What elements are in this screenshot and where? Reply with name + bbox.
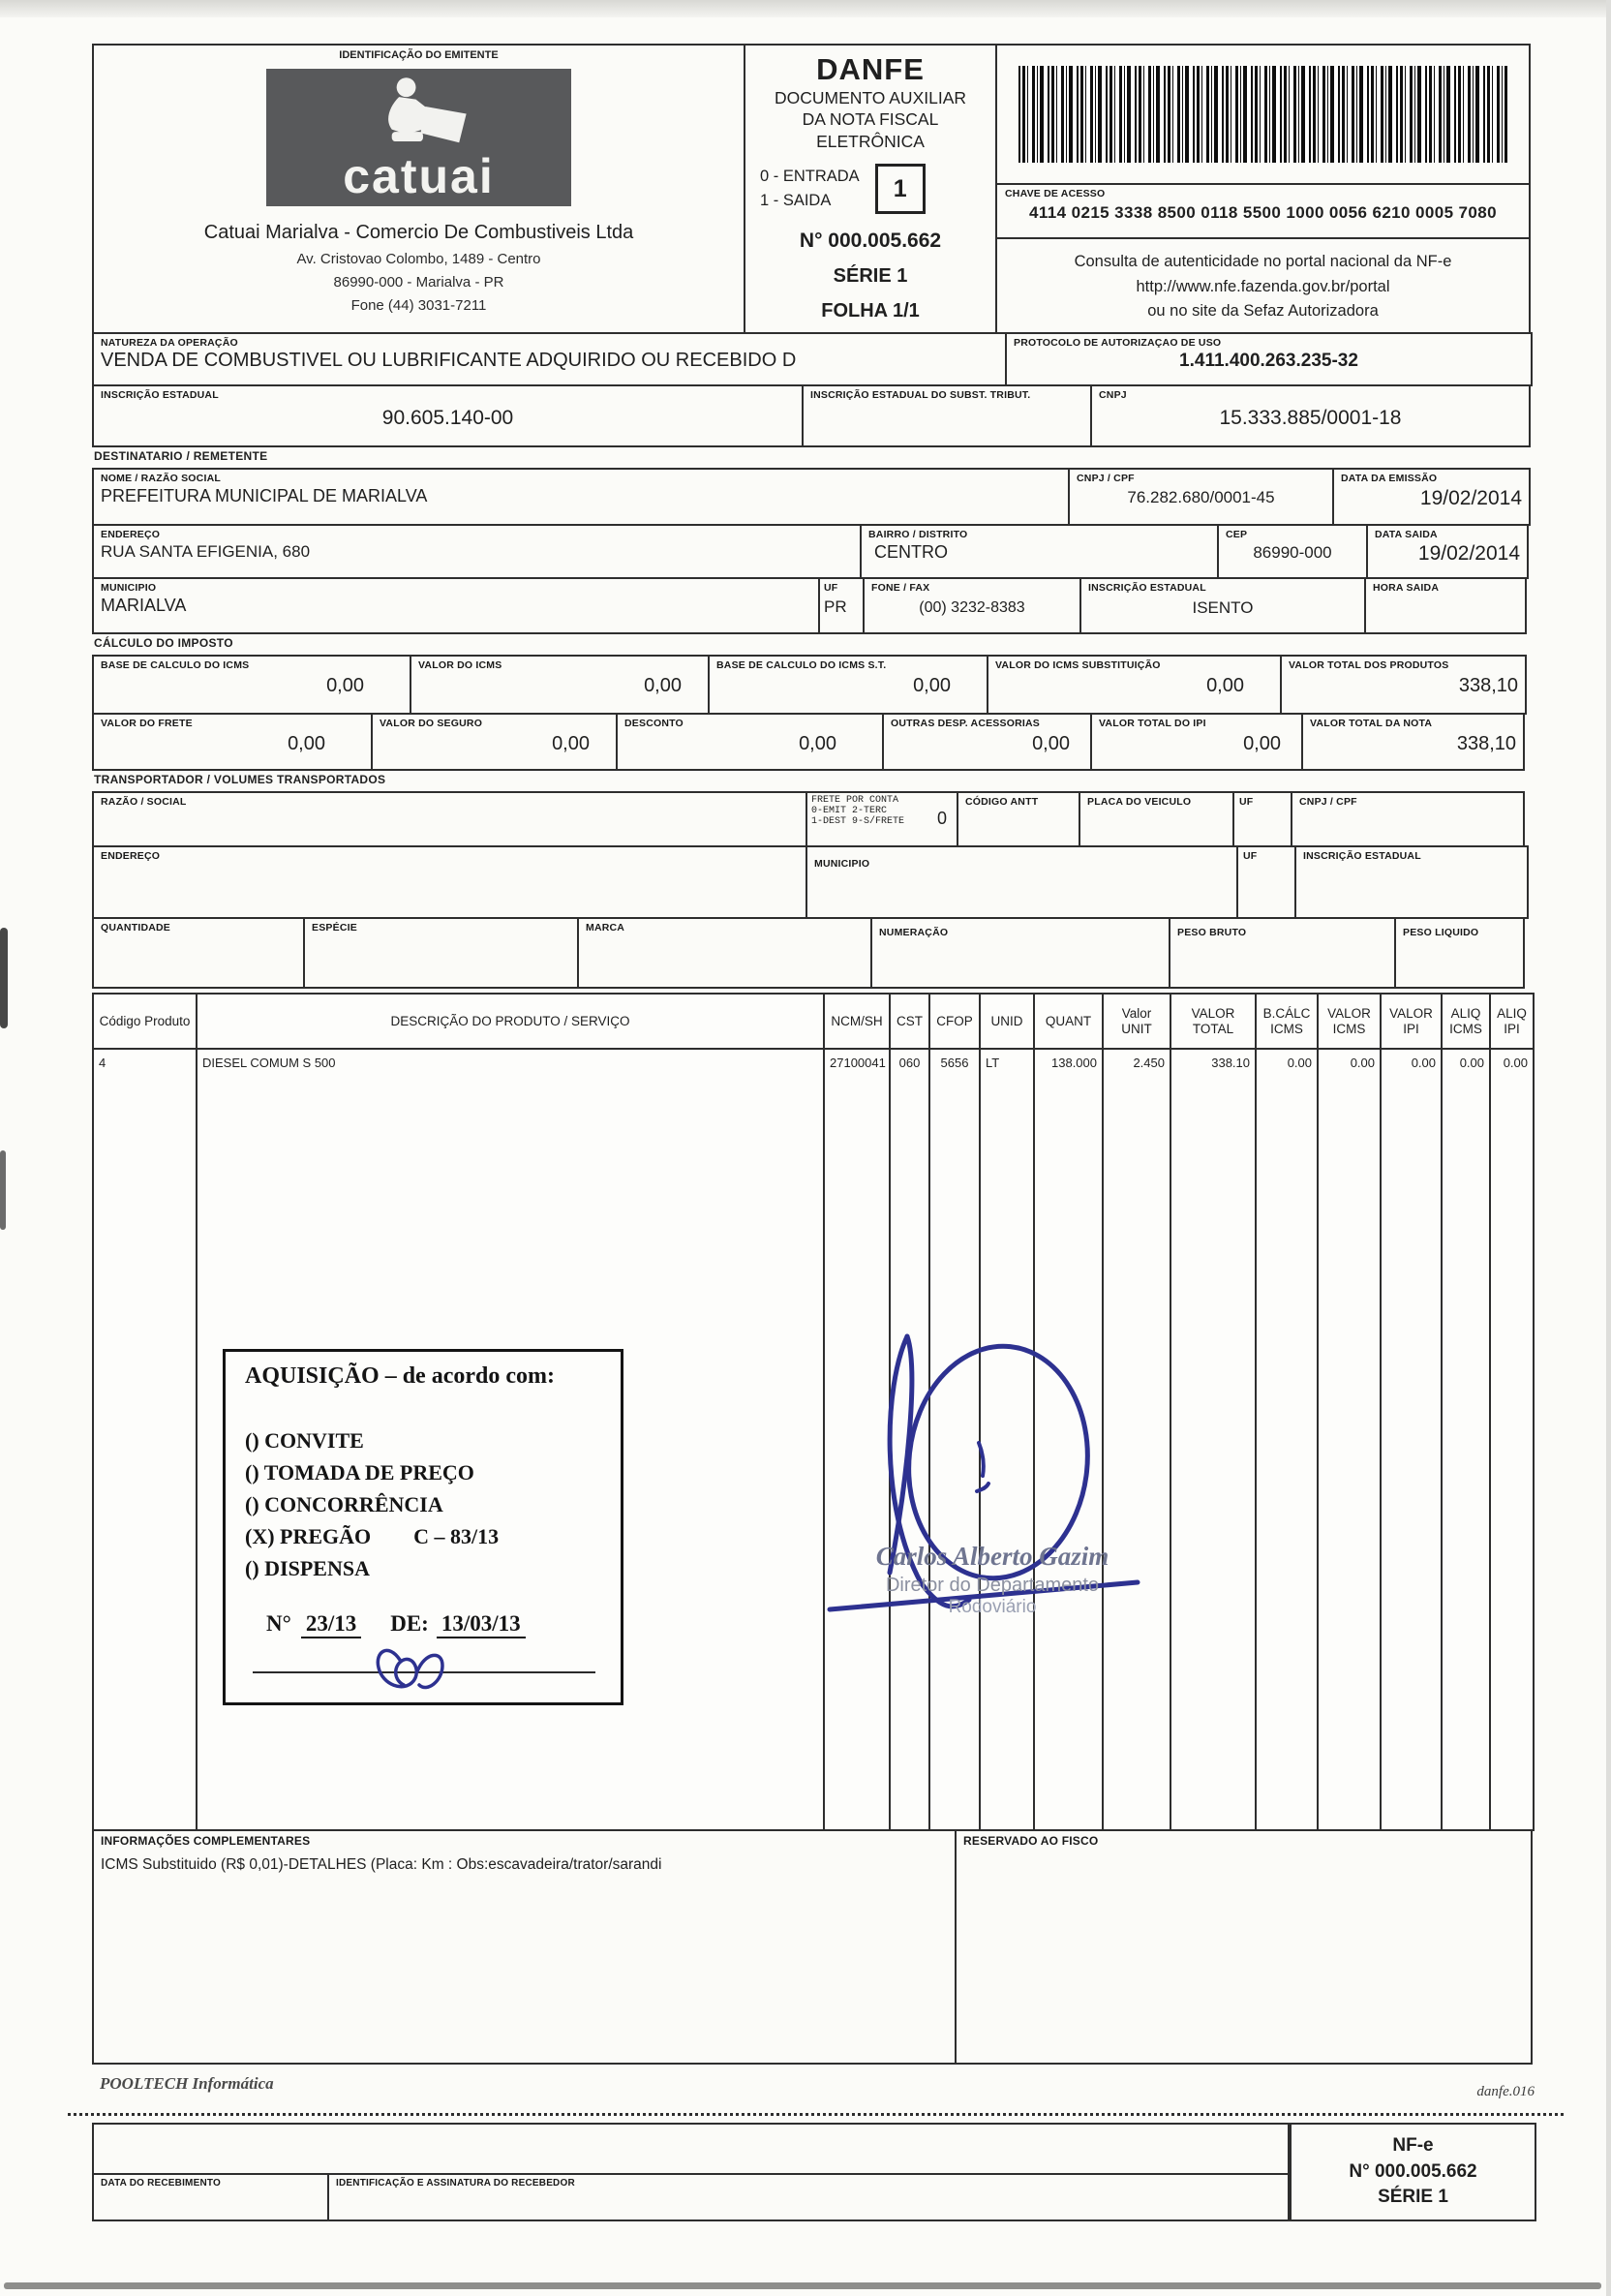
imposto-section-label: CÁLCULO DO IMPOSTO: [94, 636, 233, 650]
stamp-opt-dispensa: () DISPENSA: [245, 1556, 370, 1580]
danfe-form: [92, 39, 1535, 2276]
dest-uf-cell: [818, 577, 865, 634]
base-icms-label: BASE DE CALCULO DO ICMS: [101, 659, 250, 671]
transp-uf-cell-2: [1236, 845, 1296, 919]
cnpj-label: CNPJ: [1099, 389, 1127, 401]
data-emissao-valor: 19/02/2014: [1419, 487, 1522, 509]
base-icms-st-cell: [708, 655, 988, 715]
col-header-valor-icms: VALOR ICMS: [1319, 995, 1380, 1048]
imposto-row-2: [92, 713, 1525, 771]
dest-bairro-valor: CENTRO: [874, 542, 948, 562]
col-header-ncm: NCM/SH: [825, 995, 889, 1048]
natureza-operacao-cell: [92, 332, 1007, 386]
frete-valor: 0: [936, 809, 947, 828]
dest-uf-valor: PR: [824, 597, 847, 616]
acesso-box: [995, 44, 1531, 334]
logo-worker-icon: [346, 77, 491, 146]
produto-descricao: DIESEL COMUM S 500: [198, 1050, 823, 1829]
produto-cfop: 5656: [930, 1050, 979, 1829]
produto-cst: 060: [891, 1050, 928, 1829]
valor-seguro-label: VALOR DO SEGURO: [380, 718, 483, 729]
assinatura-nome: Carlos Alberto Gazim: [875, 1542, 1109, 1571]
scan-artifact: [4, 2282, 1601, 2289]
canhoto-nfe-numero: N° 000.005.662: [1349, 2160, 1477, 2182]
transportador-row-1: [92, 791, 1525, 847]
stamp-title: AQUISIÇÃO – de acordo com:: [245, 1363, 555, 1389]
dest-nome-cell: [92, 468, 1070, 526]
numeracao-label: NUMERAÇÃO: [879, 927, 949, 938]
dest-fone-valor: (00) 3232-8383: [919, 599, 1025, 616]
quantidade-cell: [92, 917, 305, 989]
produto-codigo: 4: [94, 1050, 196, 1829]
produto-aliq-ipi: 0.00: [1491, 1050, 1533, 1829]
col-header-valor-unit: Valor UNIT: [1104, 995, 1170, 1048]
destinatario-row-1: [92, 468, 1531, 526]
dest-municipio-label: MUNICIPIO: [101, 582, 157, 594]
dest-endereco-label: ENDEREÇO: [101, 529, 161, 540]
produto-valor-ipi: 0.00: [1382, 1050, 1441, 1829]
cut-line: [68, 2113, 1564, 2116]
ie-valor: 90.605.140-00: [381, 407, 514, 429]
valor-total-produtos-cell: [1280, 655, 1527, 715]
transp-municipio-label: MUNICIPIO: [814, 858, 870, 870]
emitente-fone: Fone (44) 3031-7211: [350, 297, 487, 314]
valor-frete-label: VALOR DO FRETE: [101, 718, 193, 729]
produto-valor-total: 338.10: [1171, 1050, 1255, 1829]
data-recebimento-label: DATA DO RECEBIMENTO: [101, 2178, 221, 2189]
reservado-fisco-label: RESERVADO AO FISCO: [963, 1834, 1099, 1848]
valor-total-produtos-valor: 338,10: [1458, 675, 1518, 696]
valor-total-ipi-label: VALOR TOTAL DO IPI: [1099, 718, 1206, 729]
consulta-line: http://www.nfe.fazenda.gov.br/portal: [1136, 277, 1390, 295]
dest-cep-cell: [1217, 524, 1368, 579]
canhoto-recibo-cell: [92, 2123, 1290, 2175]
valor-icms-label: VALOR DO ICMS: [418, 659, 502, 671]
dest-nome-valor: PREFEITURA MUNICIPAL DE MARIALVA: [101, 486, 428, 505]
valor-total-nota-label: VALOR TOTAL DA NOTA: [1310, 718, 1433, 729]
natureza-row: [92, 332, 1533, 386]
hora-saida-label: HORA SAIDA: [1373, 582, 1440, 594]
valor-seguro-valor: 0,00: [552, 733, 590, 754]
produto-bcalc-icms: 0.00: [1257, 1050, 1317, 1829]
dest-ie-valor: ISENTO: [1192, 598, 1254, 617]
destinatario-row-3: [92, 577, 1527, 634]
data-saida-valor: 19/02/2014: [1417, 542, 1520, 565]
outras-despesas-valor: 0,00: [1032, 733, 1070, 754]
base-icms-valor: 0,00: [326, 675, 364, 696]
entrada-saida-block: [760, 164, 987, 214]
dest-cnpj-label: CNPJ / CPF: [1077, 473, 1135, 484]
stamp-de-label: DE:: [390, 1611, 429, 1636]
stamp-num-label: N°: [266, 1611, 291, 1636]
valor-frete-cell: [92, 713, 373, 771]
base-icms-cell: [92, 655, 411, 715]
produto-unid: LT: [981, 1050, 1033, 1829]
transp-endereco-cell: [92, 845, 807, 919]
col-header-valor-ipi: VALOR IPI: [1382, 995, 1441, 1048]
header-block: [92, 44, 1531, 334]
inscricao-estadual-cell: [92, 384, 804, 447]
valor-total-ipi-cell: [1090, 713, 1303, 771]
base-icms-st-label: BASE DE CALCULO DO ICMS S.T.: [716, 659, 887, 671]
danfe-title: DANFE: [816, 52, 925, 86]
software-credit: POOLTECH Informática: [100, 2074, 274, 2093]
inscricao-subst-cell: [802, 384, 1092, 447]
dest-nome-label: NOME / RAZÃO SOCIAL: [101, 473, 221, 484]
valor-icms-cell: [410, 655, 710, 715]
produto-valor-unit: 2.450: [1104, 1050, 1170, 1829]
frete-label: FRETE POR CONTA: [811, 795, 899, 806]
peso-liquido-cell: [1394, 917, 1525, 989]
assinatura-cargo: Diretor do Departamento: [885, 1575, 1100, 1596]
catuai-logo: [266, 69, 571, 206]
produto-aliq-icms: 0.00: [1443, 1050, 1489, 1829]
barcode: [1018, 66, 1507, 163]
transp-uf-label-2: UF: [1243, 850, 1258, 862]
dest-fone-label: FONE / FAX: [871, 582, 930, 594]
dest-ie-cell: [1079, 577, 1366, 634]
emitente-nome: Catuai Marialva - Comercio De Combustiveis Ltda: [203, 222, 634, 243]
danfe-ref: danfe.016: [1476, 2084, 1535, 2099]
stamp-opt-concorrencia: () CONCORRÊNCIA: [245, 1492, 443, 1516]
complementares-label: INFORMAÇÕES COMPLEMENTARES: [101, 1834, 311, 1848]
transp-municipio-cell: [806, 845, 1238, 919]
reservado-fisco-cell: [955, 1829, 1533, 2065]
produto-quant: 138.000: [1035, 1050, 1102, 1829]
stamp-opt-convite: () CONVITE: [245, 1428, 364, 1453]
desconto-cell: [616, 713, 884, 771]
transp-ie-label: INSCRIÇÃO ESTADUAL: [1303, 850, 1421, 862]
transp-cnpj-cell: [1291, 791, 1525, 847]
peso-bruto-cell: [1169, 917, 1396, 989]
especie-label: ESPÉCIE: [312, 922, 357, 934]
ie-subst-label: INSCRIÇÃO ESTADUAL DO SUBST. TRIBUT.: [810, 389, 1031, 401]
valor-icms-subst-valor: 0,00: [1206, 675, 1244, 696]
protocolo-cell: [1005, 332, 1533, 386]
codigo-antt-label: CÓDIGO ANTT: [965, 796, 1039, 808]
col-header-unid: UNID: [981, 995, 1033, 1048]
consulta-box: [997, 237, 1529, 324]
produto-ncm: 27100041: [825, 1050, 889, 1829]
cnpj-valor: 15.333.885/0001-18: [1219, 407, 1402, 429]
codigo-antt-cell: [957, 791, 1080, 847]
assinatura-departamento: Rodoviário: [948, 1597, 1037, 1617]
stamp-opt-pregao-check: (X) PREGÃO: [245, 1524, 372, 1548]
valor-total-nota-valor: 338,10: [1456, 733, 1516, 754]
emitente-cidade: 86990-000 - Marialva - PR: [333, 274, 504, 291]
stamp-num-valor: 23/13: [301, 1611, 361, 1638]
emitente-endereco: Av. Cristovao Colombo, 1489 - Centro: [296, 251, 541, 267]
placa-veiculo-label: PLACA DO VEICULO: [1087, 796, 1192, 808]
desconto-label: DESCONTO: [624, 718, 684, 729]
valor-total-nota-cell: [1301, 713, 1525, 771]
col-header-bcalc-icms: B.CÁLC ICMS: [1257, 995, 1317, 1048]
transp-razao-label: RAZÃO / SOCIAL: [101, 796, 187, 808]
col-header-aliq-icms: ALIQ ICMS: [1443, 995, 1489, 1048]
scan-artifact: [0, 1150, 6, 1230]
saida-label: 1 - SAIDA: [760, 192, 832, 210]
valor-total-produtos-label: VALOR TOTAL DOS PRODUTOS: [1289, 659, 1449, 671]
outras-despesas-label: OUTRAS DESP. ACESSORIAS: [891, 718, 1040, 729]
scan-artifact: [0, 928, 8, 1028]
col-header-aliq-ipi: ALIQ IPI: [1491, 995, 1533, 1048]
transp-endereco-label: ENDEREÇO: [101, 850, 161, 862]
canhoto-nfe-titulo: NF-e: [1392, 2135, 1434, 2157]
chave-acesso-valor: 4114 0215 3338 8500 0118 5500 1000 0056 6210 0005 7080: [1029, 203, 1497, 222]
complementares-row: [92, 1829, 1533, 2065]
col-header-valor-total: VALOR TOTAL: [1171, 995, 1255, 1048]
canhoto-nfe-cell: [1290, 2123, 1536, 2221]
stamp-numero-linha: [245, 1611, 601, 1638]
valor-frete-valor: 0,00: [288, 733, 325, 754]
col-header-descricao: DESCRIÇÃO DO PRODUTO / SERVIÇO: [198, 995, 823, 1048]
transportador-section-label: TRANSPORTADOR / VOLUMES TRANSPORTADOS: [94, 773, 386, 786]
canhoto-bottom-row: [92, 2173, 1290, 2221]
col-header-codigo: Código Produto: [94, 995, 196, 1048]
desconto-valor: 0,00: [799, 733, 836, 754]
valor-icms-subst-cell: [987, 655, 1282, 715]
frete-por-conta-cell: [806, 791, 958, 847]
quantidade-label: QUANTIDADE: [101, 922, 170, 934]
dest-cep-valor: 86990-000: [1253, 543, 1332, 562]
stamp-opt-tomada: () TOMADA DE PREÇO: [245, 1460, 474, 1485]
col-header-cfop: CFOP: [930, 995, 979, 1048]
barcode-area: [997, 46, 1529, 183]
col-header-quant: QUANT: [1035, 995, 1102, 1048]
valor-total-ipi-valor: 0,00: [1243, 733, 1281, 754]
dest-municipio-valor: MARIALVA: [101, 596, 187, 615]
dest-bairro-label: BAIRRO / DISTRITO: [868, 529, 968, 540]
hora-saida-cell: [1364, 577, 1527, 634]
imposto-row-1: [92, 655, 1527, 715]
danfe-subtitle-line: ELETRÔNICA: [816, 131, 925, 151]
protocolo-label: PROTOCOLO DE AUTORIZAÇAO DE USO: [1014, 337, 1222, 349]
peso-bruto-label: PESO BRUTO: [1177, 927, 1247, 938]
data-recebimento-cell: [92, 2173, 329, 2221]
danfe-subtitle-line: DOCUMENTO AUXILIAR: [774, 88, 967, 107]
entrada-label: 0 - ENTRADA: [760, 168, 860, 186]
data-emissao-cell: [1332, 468, 1531, 526]
canhoto-nfe-serie: SÉRIE 1: [1378, 2187, 1448, 2208]
canhoto-row: [92, 2123, 1536, 2221]
scan-artifact: [0, 0, 1611, 17]
data-saida-label: DATA SAIDA: [1375, 529, 1438, 540]
nfe-numero: N° 000.005.662: [799, 230, 942, 253]
aquisicao-stamp: [223, 1349, 623, 1705]
stamp-opt-pregao-ref: C – 83/13: [413, 1524, 500, 1548]
dest-endereco-valor: RUA SANTA EFIGENIA, 680: [101, 542, 311, 561]
transp-cnpj-label: CNPJ / CPF: [1299, 796, 1357, 808]
stamp-options: [245, 1424, 601, 1584]
transp-ie-cell: [1294, 845, 1529, 919]
entrada-saida-labels: [760, 165, 860, 213]
frete-opcao-2: 1-DEST 9-S/FRETE: [811, 816, 905, 827]
frete-opcao-1: 0-EMIT 2-TERC: [811, 806, 888, 816]
danfe-subtitle: [752, 87, 988, 152]
dest-cep-label: CEP: [1226, 529, 1248, 540]
valor-icms-subst-label: VALOR DO ICMS SUBSTITUIÇÃO: [995, 659, 1161, 671]
especie-cell: [303, 917, 579, 989]
danfe-subtitle-line: DA NOTA FISCAL: [802, 109, 939, 130]
transp-uf-cell-1: [1232, 791, 1292, 847]
transp-razao-cell: [92, 791, 807, 847]
natureza-label: NATUREZA DA OPERAÇÃO: [101, 337, 238, 349]
cnpj-emitente-cell: [1090, 384, 1531, 447]
protocolo-valor: 1.411.400.263.235-32: [1179, 351, 1358, 371]
consulta-line: Consulta de autenticidade no portal nacional da NF-e: [1074, 253, 1452, 270]
dest-municipio-cell: [92, 577, 820, 634]
col-header-cst: CST: [891, 995, 928, 1048]
stamp-data-valor: 13/03/13: [437, 1611, 526, 1638]
assinatura-carimbo: [804, 1542, 1181, 1618]
dest-ie-label: INSCRIÇÃO ESTADUAL: [1088, 582, 1206, 594]
dest-cnpj-valor: 76.282.680/0001-45: [1127, 488, 1275, 506]
numeracao-cell: [870, 917, 1170, 989]
canhoto-left: [92, 2123, 1290, 2221]
data-saida-cell: [1366, 524, 1529, 579]
pen-signature: [826, 1319, 1145, 1672]
base-icms-st-valor: 0,00: [913, 675, 951, 696]
placa-veiculo-cell: [1079, 791, 1234, 847]
destinatario-section-label: DESTINATARIO / REMETENTE: [94, 449, 268, 463]
data-emissao-label: DATA DA EMISSÃO: [1341, 473, 1438, 484]
informacoes-complementares-cell: [92, 1829, 957, 2065]
dest-endereco-cell: [92, 524, 862, 579]
complementares-valor: ICMS Substituido (R$ 0,01)-DETALHES (Placa: Km : Obs:escavadeira/trator/sarandi: [101, 1856, 662, 1873]
outras-despesas-cell: [882, 713, 1092, 771]
destinatario-row-2: [92, 524, 1529, 579]
inscricao-row: [92, 384, 1531, 447]
valor-seguro-cell: [371, 713, 618, 771]
identificacao-recebedor-label: IDENTIFICAÇÃO E ASSINATURA DO RECEBEDOR: [336, 2178, 575, 2189]
ie-label: INSCRIÇÃO ESTADUAL: [101, 389, 219, 401]
marca-label: MARCA: [586, 922, 625, 934]
identificacao-recebedor-cell: [327, 2173, 1290, 2221]
transp-uf-label-1: UF: [1239, 796, 1254, 808]
transportador-row-3: [92, 917, 1525, 989]
marca-cell: [577, 917, 872, 989]
transportador-row-2: [92, 845, 1529, 919]
stamp-opt-pregao: [245, 1520, 601, 1552]
scan-artifact: [1606, 0, 1611, 2296]
danfe-box: [744, 44, 997, 334]
pen-initials: [371, 1640, 454, 1700]
tipo-operacao-box: 1: [875, 164, 926, 214]
dest-bairro-cell: [860, 524, 1219, 579]
peso-liquido-label: PESO LIQUIDO: [1403, 927, 1479, 938]
dest-fone-cell: [863, 577, 1081, 634]
nfe-folha: FOLHA 1/1: [821, 300, 920, 322]
produto-valor-icms: 0.00: [1319, 1050, 1380, 1829]
dest-cnpj-cell: [1068, 468, 1334, 526]
chave-acesso-label: CHAVE DE ACESSO: [1005, 188, 1106, 199]
valor-icms-valor: 0,00: [644, 675, 682, 696]
emitente-box: [92, 44, 745, 334]
chave-acesso-box: [997, 183, 1529, 237]
logo-wordmark: catuai: [343, 149, 495, 203]
emitente-section-label: IDENTIFICAÇÃO DO EMITENTE: [339, 49, 499, 61]
natureza-valor: VENDA DE COMBUSTIVEL OU LUBRIFICANTE ADQUIRIDO OU RECEBIDO D: [101, 350, 797, 371]
consulta-line: ou no site da Sefaz Autorizadora: [1147, 302, 1379, 321]
dest-uf-label: UF: [824, 582, 838, 594]
nfe-serie: SÉRIE 1: [833, 265, 908, 288]
